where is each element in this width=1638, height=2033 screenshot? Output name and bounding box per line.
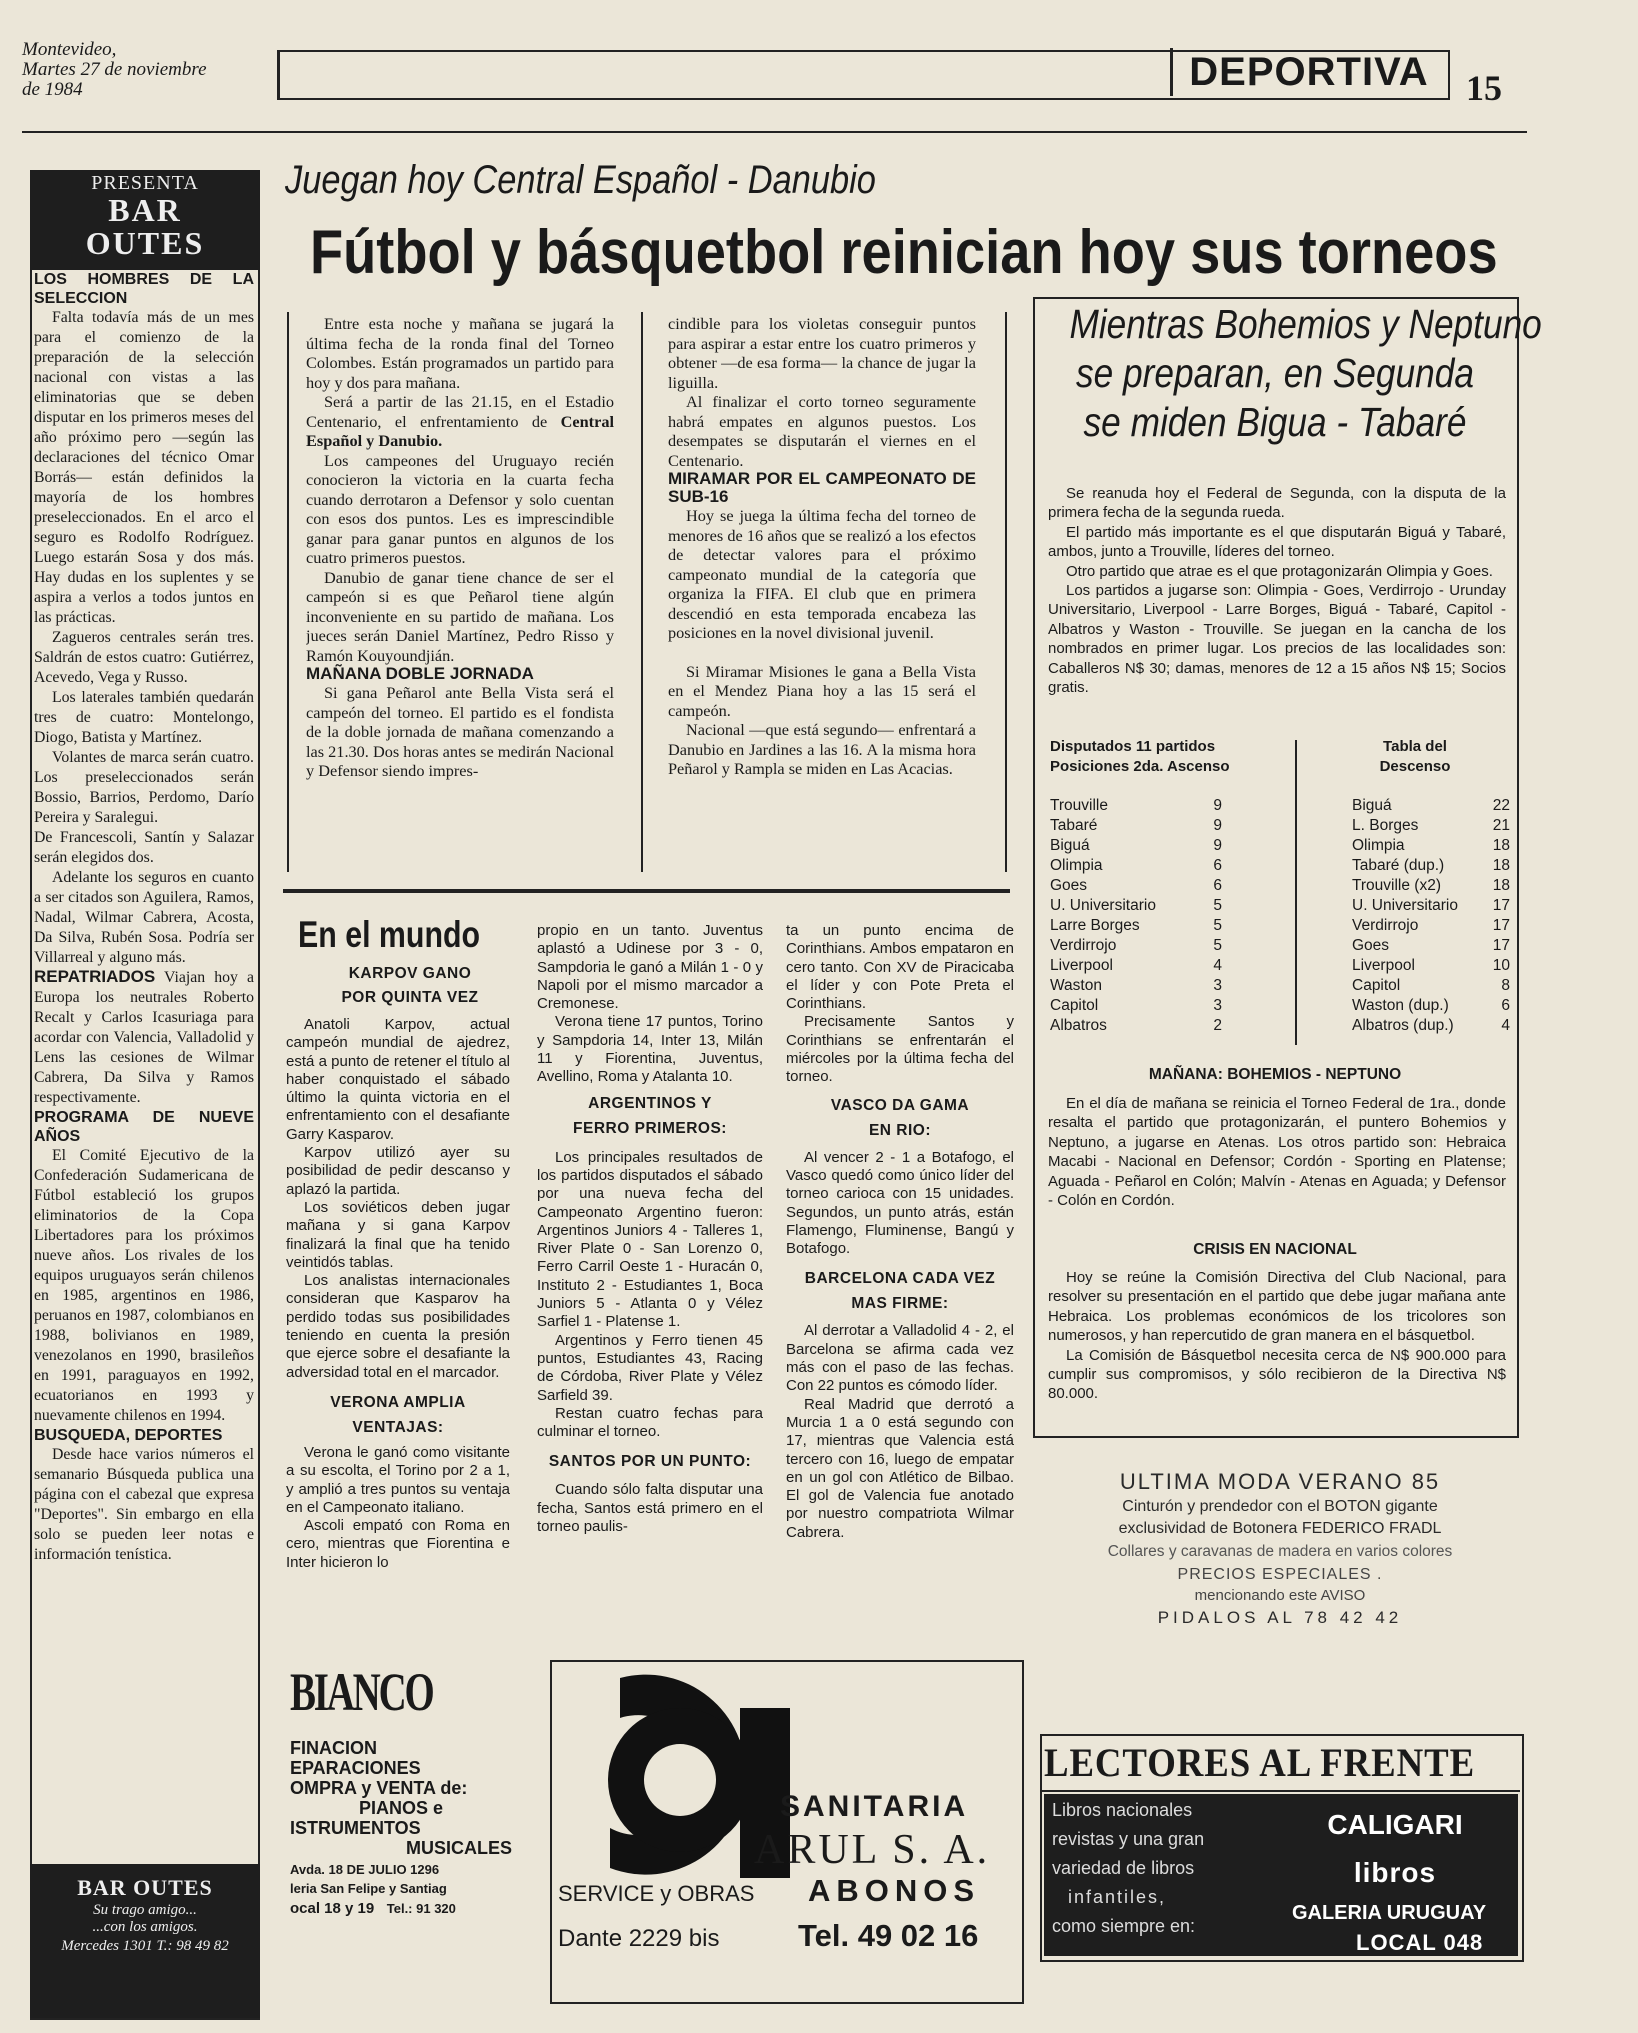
relegation-row: [1352, 976, 1510, 996]
sanitaria-name: SANITARIA: [780, 1790, 969, 1823]
bianco-ad-text: FINACION EPARACIONES OMPRA y VENTA de: PIANOS e ISTRUMENTOS MUSICALES Avda. 18 DE JULIO 1296 leria San Felipe y Santiag ocal 18 y 19 Tel.: 91 320: [290, 1738, 512, 1917]
standings-row: [1050, 936, 1222, 956]
standings-team: Tabaré: [1050, 817, 1098, 834]
mundo-paragraph: propio en un tanto. Juventus aplastó a Udinese por 3 - 0, Sampdoria le ganó a Milán 1 - 0 y Napoli por el mismo marcador a Cremonese.: [537, 922, 763, 1013]
table-divider: [1295, 740, 1297, 1045]
mundo-paragraph: Argentinos y Ferro tienen 45 puntos, Estudiantes 43, Racing de Córdoba, River Plate y Vélez Sarfield 39.: [537, 1331, 763, 1404]
sidebar-paragraph: Zagueros centrales serán tres. Saldrán de estos cuatro: Gutiérrez, Acevedo, Vega y Russo.: [34, 629, 254, 686]
standings-team: Verdirrojo: [1050, 937, 1117, 954]
relegation-row: [1352, 956, 1510, 976]
standings-points: 9: [1213, 797, 1222, 814]
relegation-points: 22: [1492, 797, 1510, 814]
sidebar-heading-busqueda: BUSQUEDA, DEPORTES: [34, 1427, 223, 1444]
page-number: 15: [1466, 68, 1502, 108]
mundo-column-2: [537, 922, 763, 1634]
moda-ad-line: exclusividad de Botonera FEDERICO FRADL: [1118, 1520, 1442, 1537]
standings-points: 6: [1213, 857, 1222, 874]
section-title: DEPORTIVA: [1170, 48, 1445, 96]
moda-ad-phone: PIDALOS AL 78 42 42: [1157, 1608, 1403, 1627]
standings-header-line-2: Posiciones 2da. Ascenso: [1050, 758, 1230, 775]
standings-team: Albatros: [1050, 1017, 1107, 1034]
sidebar-footer-address: Mercedes 1301 T.: 98 49 82: [61, 1938, 229, 1954]
relegation-team: Liverpool: [1352, 957, 1415, 974]
sanitaria-abonos: ABONOS: [808, 1873, 981, 1908]
standings-row: [1050, 836, 1222, 856]
bianco-logo: BIANCO: [290, 1662, 433, 1722]
article-paragraph: Será a partir de las 21.15, en el Estadio Centenario, el enfrentamiento de Central Español y Danubio.: [306, 392, 614, 450]
relegation-row: [1352, 916, 1510, 936]
bohemios-title-line-3: se miden Bigua - Tabaré: [1083, 399, 1467, 445]
standings-row: [1050, 796, 1222, 816]
mundo-subheading-karpov: KARPOV GANO POR QUINTA VEZ: [341, 965, 479, 1006]
standings-points: 6: [1213, 877, 1222, 894]
standings-team: U. Universitario: [1050, 897, 1156, 914]
relegation-team: Trouville (x2): [1352, 877, 1441, 894]
header-divider: [22, 131, 1527, 133]
bohemios-paragraph: La Comisión de Básquetbol necesita cerca de N$ 900.000 para cumplir sus compromisos, y sólo recibieron de la Directiva N$ 80.000.: [1048, 1346, 1506, 1403]
standings-header-line-1: Disputados 11 partidos: [1050, 738, 1216, 755]
relegation-row: [1352, 816, 1510, 836]
sidebar-footer: [30, 1864, 260, 2018]
relegation-row: [1352, 796, 1510, 816]
caligari-libros: libros: [1353, 1857, 1437, 1888]
bohemios-title-line-2: se preparan, en Segunda: [1076, 350, 1474, 396]
relegation-header: [1330, 737, 1500, 777]
bohemios-paragraph: Los partidos a jugarse son: Olimpia - Goes, Verdirrojo - Urunday Universitario, Liverpool - Larre Borges, Biguá - Tabaré, Capitol - Albatros y Waston - Trouville. Se juegan en la cancha de los nombrados en primer lugar. Los precios de las localidades son: Caballeros N$ 30; damas, menores de 12 a 15 años N$ 15; Socios gratis.: [1048, 582, 1506, 697]
article-paragraph: cindible para los violetas conseguir puntos para aspirar a estar entre los cuatro primeros y obtener —de esa forma— la chance de jugar la liguilla.: [668, 314, 976, 392]
mundo-subheading-vasco: VASCO DA GAMA EN RIO:: [830, 1096, 970, 1139]
relegation-points: 8: [1501, 977, 1510, 994]
standings-header: [1050, 737, 1270, 777]
sanitaria-company: ARUL S. A.: [754, 1827, 991, 1873]
article-paragraph: Entre esta noche y mañana se jugará la última fecha de la ronda final del Torneo Colombes. Están programados un partido para hoy y dos para mañana.: [306, 314, 614, 392]
standings-team: Trouville: [1050, 797, 1108, 814]
article-paragraph: Nacional —que está segundo— enfrentará a Danubio en Jardines a las 16. A la misma hora Peñarol y Rampla se miden en Las Acacias.: [668, 720, 976, 778]
standings-points: 5: [1213, 897, 1222, 914]
article-paragraph: Hoy se juega la última fecha del torneo de menores de 16 años que se realizó a los efectos de detectar valores para el próximo campeonato mundial de la categoría que organiza la FIFA. El club que en primera descendió en esta temporada encabeza las posiciones en la novel divisional juvenil.: [668, 506, 976, 642]
mundo-paragraph: Los analistas internacionales consideran que Kasparov ha perdido todas sus posibilidades teniendo en cuenta la presión que ejerce sobre el desafiante la adversidad total en el marcador.: [286, 1272, 510, 1381]
mundo-paragraph: Verona le ganó como visitante a su escolta, el Torino por 2 a 1, y amplió a tres puntos su ventaja en el Campeonato italiano.: [286, 1443, 510, 1516]
relegation-team: Olimpia: [1352, 837, 1405, 854]
relegation-row: [1352, 856, 1510, 876]
mundo-paragraph: Verona tiene 17 puntos, Torino y Sampdoria 14, Inter 13, Milán 11 y Fiorentina, Juventus, Avellino, Roma y Atalanta 10.: [537, 1013, 763, 1086]
standings-points: 3: [1213, 997, 1222, 1014]
relegation-row: [1352, 936, 1510, 956]
relegation-points: 4: [1501, 1017, 1510, 1034]
bohemios-paragraph: En el día de mañana se reinicia el Torneo Federal de 1ra., donde resalta el partido que protagonizarán, el puntero Bohemios y Neptuno, a jugarse en Atenas. Los otros partido son: Hebraica Macabi - Nacional en Defensor; Cordón - Sporting en Platense; Aguada - Peñarol en Colón; Malvín - Atenas en Aguada; y Defensor - Colón en Cordón.: [1048, 1095, 1506, 1210]
standings-team: Capitol: [1050, 997, 1099, 1014]
mundo-subheading-verona: VERONA AMPLIA VENTAJAS:: [330, 1393, 466, 1436]
lectores-divider: [1042, 1790, 1520, 1792]
relegation-team: L. Borges: [1352, 817, 1419, 834]
moda-ad-line: mencionando este AVISO: [1194, 1587, 1366, 1604]
bohemios-paragraph: Hoy se reúne la Comisión Directiva del Club Nacional, para resolver su presentación en el partido que debe jugar mañana ante Hebraica. Los problemas económicos de los tricolores son numerosos, y han repercutido de gran manera en el básquetbol.: [1048, 1269, 1506, 1345]
relegation-row: [1352, 996, 1510, 1016]
mundo-paragraph: Karpov utilizó ayer su posibilidad de pedir descanso y aplazó la partida.: [286, 1144, 510, 1198]
mundo-paragraph: Restan cuatro fechas para culminar el torneo.: [537, 1404, 763, 1441]
sanitaria-service: SERVICE y OBRAS: [558, 1881, 755, 1906]
sidebar-footer-brand: BAR OUTES: [77, 1875, 213, 1900]
caligari-galeria: GALERIA URUGUAY: [1291, 1902, 1487, 1924]
standings-points: 5: [1213, 937, 1222, 954]
standings-row: [1050, 1016, 1222, 1036]
relegation-points: 17: [1492, 897, 1510, 914]
sidebar-presenta: PRESENTA: [91, 172, 199, 194]
mundo-paragraph: ta un punto encima de Corinthians. Ambos empataron en cero tanto. Con XV de Piracicaba el líder y con Pote Preta el Corinthians.: [786, 922, 1014, 1013]
bohemios-paragraph: El partido más importante es el que disputarán Biguá y Tabaré, ambos, junto a Trouville, líderes del torneo.: [1048, 523, 1506, 561]
sidebar-paragraph: Adelante los seguros en cuanto a ser citados son Aguilera, Ramos, Nadal, Wilmar Cabrera, Acosta, Da Silva, Rubén Sosa. Podría ser Villarreal y alguno más.: [34, 869, 254, 966]
mundo-paragraph: Real Madrid que derrotó a Murcia 1 a 0 está segundo con 17, mientras que Valencia está tercero con 16, luego de empatar en un gol con Atlético de Bilbao. El gol de Valencia fue anotado por nuestro compatriota Wilmar Cabrera.: [786, 1395, 1014, 1541]
header-year: de 1984: [22, 79, 83, 100]
bohemios-intro: [1048, 484, 1506, 714]
sidebar-paragraph: Los laterales también quedarán tres de cuatro: Montelongo, Diogo, Batista y Martínez.: [34, 689, 254, 746]
article-paragraph: Los campeones del Uruguayo recién conocieron la victoria en la cuarta fecha cuando derrotaron a Defensor y solo cuentan con esos dos puntos. Les es imprescindible ganar para ganar puntos en algunos de los cuatro primeros puestos.: [306, 450, 614, 567]
mundo-subheading-barcelona: BARCELONA CADA VEZ MAS FIRME:: [804, 1270, 996, 1313]
relegation-points: 18: [1492, 837, 1510, 854]
bohemios-title-line-1: Mientras Bohemios y Neptuno: [1069, 301, 1542, 347]
mundo-paragraph: Los soviéticos deben jugar mañana y si gana Karpov finalizará la final que ha tenido veintidós tablas.: [286, 1198, 510, 1271]
sidebar-paragraph: Desde hace varios números el semanario Búsqueda publica una página con el cabezal que expresa "Deportes". Sin embargo en ella solo se pueden leer notas e información tenística.: [34, 1446, 254, 1563]
relegation-team: U. Universitario: [1352, 897, 1458, 914]
relegation-team: Goes: [1352, 937, 1390, 954]
kicker: Juegan hoy Central Español - Danubio: [285, 158, 876, 202]
mundo-paragraph: Anatoli Karpov, actual campeón mundial de ajedrez, está a punto de retener el título al haber conquistado el sábado último la quinta victoria en el enfrentamiento con el desafiante Garry Kasparov.: [286, 1016, 510, 1143]
moda-ad-line: Cinturón y prendedor con el BOTON gigante: [1122, 1498, 1438, 1515]
standings-team: Goes: [1050, 877, 1088, 894]
sidebar-brand-1: BAR: [108, 192, 182, 228]
standings-table: [1050, 796, 1222, 1036]
bohemios-subheading-crisis: CRISIS EN NACIONAL: [1193, 1241, 1357, 1258]
article-subheading: MAÑANA DOBLE JORNADA: [306, 664, 534, 683]
sanitaria-phone: Tel. 49 02 16: [798, 1918, 979, 1953]
moda-ad: [1045, 1468, 1515, 1630]
article-paragraph: Si Miramar Misiones le gana a Bella Vista en el Mendez Piana hoy a las 15 será el campeón.: [668, 661, 976, 720]
relegation-team: Albatros (dup.): [1352, 1017, 1454, 1034]
article-bold-teams: Central Español y Danubio.: [306, 411, 614, 450]
standings-team: Biguá: [1050, 837, 1090, 854]
relegation-header-line-2: Descenso: [1379, 758, 1451, 775]
caligari-local: LOCAL 048: [1356, 1930, 1484, 1955]
standings-row: [1050, 976, 1222, 996]
lectores-title: LECTORES AL FRENTE: [1044, 1740, 1476, 1785]
standings-row: [1050, 956, 1222, 976]
bohemios-manana-text: [1048, 1094, 1506, 1210]
header-dateline: [22, 40, 262, 100]
standings-team: Liverpool: [1050, 957, 1113, 974]
article-paragraph: Al finalizar el corto torneo seguramente habrá empates en algunos puestos. Los desempates se disputarán el viernes en el Centenario.: [668, 392, 976, 470]
relegation-points: 18: [1492, 857, 1510, 874]
sidebar-heading-seleccion: LOS HOMBRES DE LA SELECCION: [34, 271, 254, 307]
relegation-points: 21: [1492, 817, 1510, 834]
relegation-row: [1352, 876, 1510, 896]
moda-ad-title: ULTIMA MODA VERANO 85: [1119, 1469, 1441, 1494]
lectores-text: Libros nacionales revistas y una gran variedad de libros infantiles, como siempre en:: [1052, 1800, 1205, 1936]
relegation-points: 17: [1492, 937, 1510, 954]
standings-row: [1050, 996, 1222, 1016]
sidebar-paragraph: Volantes de marca serán cuatro. Los preseleccionados serán Bossio, Barrios, Perdomo, Darío Pereira y Saralegui.: [34, 749, 254, 826]
standings-points: 3: [1213, 977, 1222, 994]
relegation-team: Waston (dup.): [1352, 997, 1449, 1014]
article-column-2: [668, 314, 976, 874]
caligari-name: CALIGARI: [1327, 1809, 1463, 1840]
headline: Fútbol y básquetbol reinician hoy sus torneos: [310, 218, 1498, 287]
sidebar-heading-repatriados: REPATRIADOS: [34, 967, 156, 986]
mundo-subheading-santos: SANTOS POR UN PUNTO:: [548, 1453, 752, 1471]
bohemios-paragraph: Se reanuda hoy el Federal de Segunda, con la disputa de la primera fecha de la segunda rueda.: [1048, 485, 1506, 522]
bohemios-title: [1036, 300, 1542, 447]
header-city: Montevideo,: [22, 39, 117, 60]
column-rule: [287, 312, 289, 872]
sidebar-text: [34, 270, 254, 1840]
sidebar-heading-programa: PROGRAMA DE NUEVE AÑOS: [34, 1109, 254, 1145]
sidebar-footer-slogan-2: ...con los amigos.: [92, 1919, 198, 1935]
standings-points: 5: [1213, 917, 1222, 934]
mundo-column-3: [786, 922, 1014, 1634]
relegation-points: 17: [1492, 917, 1510, 934]
mundo-column-1: [286, 1016, 510, 1634]
sidebar-paragraph: REPATRIADOS Viajan hoy a Europa los neutrales Roberto Recalt y Carlos Icasuriaga para acordar con Valencia, Valladolid y Lens las cesiones de Wilmar Cabrera, Da Silva y Ramos respectivamente.: [34, 967, 254, 1106]
article-column-1: [306, 314, 614, 874]
mundo-paragraph: Ascoli empató con Roma en cero, mientras que Fiorentina e Inter hicieron lo: [286, 1517, 510, 1571]
relegation-row: [1352, 1016, 1510, 1036]
standings-row: [1050, 856, 1222, 876]
standings-points: 4: [1213, 957, 1222, 974]
mundo-paragraph: Al derrotar a Valladolid 4 - 2, el Barcelona se afirma cada vez más con el paso de las fechas. Con 22 puntos es cómodo líder.: [786, 1322, 1014, 1395]
relegation-team: Capitol: [1352, 977, 1401, 994]
moda-ad-line: Collares y caravanas de madera en varios colores: [1107, 1543, 1453, 1560]
sidebar-paragraph: Falta todavía más de un mes para el comienzo de la preparación de la selección nacional con vistas a las eliminatorias que se deben disputar en los primeros meses del año próximo pero —según las declaraciones del técnico Omar Borrás— están definidos la mayoría de los hombres preseleccionados. En el arco el seguro es Rodolfo Rodríguez. Luego estarán Sosa y dos más. Hay dudas en los suplentes y se aspira a verlos a todos juntos en las prácticas.: [34, 309, 254, 626]
relegation-points: 18: [1492, 877, 1510, 894]
standings-team: Olimpia: [1050, 857, 1103, 874]
sidebar-paragraph: De Francescoli, Santín y Salazar serán elegidos dos.: [34, 829, 254, 866]
bohemios-crisis-text: [1048, 1268, 1506, 1404]
column-rule: [641, 312, 643, 872]
sanitaria-address: Dante 2229 bis: [558, 1925, 720, 1952]
column-rule: [1005, 312, 1007, 872]
relegation-team: Verdirrojo: [1352, 917, 1419, 934]
sidebar-footer-slogan: Su trago amigo...: [93, 1902, 197, 1918]
bohemios-paragraph: Otro partido que atrae es el que protagonizarán Olimpia y Goes.: [1066, 562, 1493, 580]
standings-team: Waston: [1050, 977, 1102, 994]
standings-row: [1050, 916, 1222, 936]
standings-points: 2: [1213, 1017, 1222, 1034]
header-date: Martes 27 de noviembre: [22, 59, 207, 80]
sidebar-brand-2: OUTES: [85, 225, 205, 261]
mundo-paragraph: Precisamente Santos y Corinthians se enfrentarán el miércoles por la última fecha del torneo.: [786, 1013, 1014, 1086]
article-subheading: MIRAMAR POR EL CAMPEONATO DE SUB-16: [668, 469, 976, 506]
article-paragraph: Si gana Peñarol ante Bella Vista será el campeón del torneo. El partido es el fondista de la doble jornada de mañana comenzando a las 21.30. Dos horas antes se medirán Nacional y Defensor siendo impres-: [306, 683, 614, 780]
standings-points: 9: [1213, 837, 1222, 854]
standings-row: [1050, 896, 1222, 916]
mundo-paragraph: Los principales resultados de los partidos disputados el sábado por una nueva fecha del Campeonato Argentino fueron: Argentinos Juniors 4 - Talleres 1, River Plate 0 - San Lorenzo 0, Ferro Carril Oeste 1 - Huracán 0, Instituto 2 - Estudiantes 1, Boca Juniors 5 - Atlanta 0 y Vélez Sarfiel 1 - Platense 1.: [537, 1148, 763, 1331]
sidebar-masthead: [30, 170, 260, 270]
relegation-table: [1352, 796, 1510, 1036]
relegation-points: 10: [1492, 957, 1510, 974]
mundo-title: En el mundo: [298, 914, 481, 955]
relegation-row: [1352, 896, 1510, 916]
relegation-points: 6: [1501, 997, 1510, 1014]
standings-points: 9: [1213, 817, 1222, 834]
mundo-paragraph: Cuando sólo falta disputar una fecha, Santos está primero en el torneo paulis-: [537, 1481, 763, 1536]
bohemios-subheading-manana: MAÑANA: BOHEMIOS - NEPTUNO: [1148, 1066, 1402, 1083]
standings-row: [1050, 876, 1222, 896]
relegation-team: Tabaré (dup.): [1352, 857, 1445, 874]
relegation-row: [1352, 836, 1510, 856]
relegation-header-line-1: Tabla del: [1383, 738, 1447, 755]
sidebar-paragraph: El Comité Ejecutivo de la Confederación Sudamericana de Fútbol estableció los grupos eliminatorios de la Copa Libertadores para los próximos nueve años. Los rivales de los equipos uruguayos serán chilenos en 1985, argentinos en 1986, peruanos en 1987, colombianos en 1988, bolivianos en 1989, venezolanos en 1990, brasileños en 1991, paraguayos en 1992, ecuatorianos en 1993 y nuevamente chilenos en 1994.: [34, 1147, 254, 1424]
article-paragraph: Danubio de ganar tiene chance de ser el campeón si es que Peñarol tiene algún inconveniente en su partido de mañana. Los jueces serán Daniel Martínez, Pedro Risso y Ramón Kouyoundjián.: [306, 567, 614, 665]
standings-team: Larre Borges: [1050, 917, 1140, 934]
mundo-paragraph: Al vencer 2 - 1 a Botafogo, el Vasco quedó como único líder del torneo carioca con 15 unidades. Segundos, un punto atrás, están Flamengo, Fluminense, Bangú y Botafogo.: [786, 1148, 1014, 1258]
relegation-team: Biguá: [1352, 797, 1392, 814]
article-bottom-rule: [283, 889, 1010, 893]
moda-ad-line: PRECIOS ESPECIALES .: [1177, 1566, 1383, 1583]
standings-row: [1050, 816, 1222, 836]
mundo-subheading-argentinos: ARGENTINOS Y FERRO PRIMEROS:: [573, 1094, 727, 1137]
